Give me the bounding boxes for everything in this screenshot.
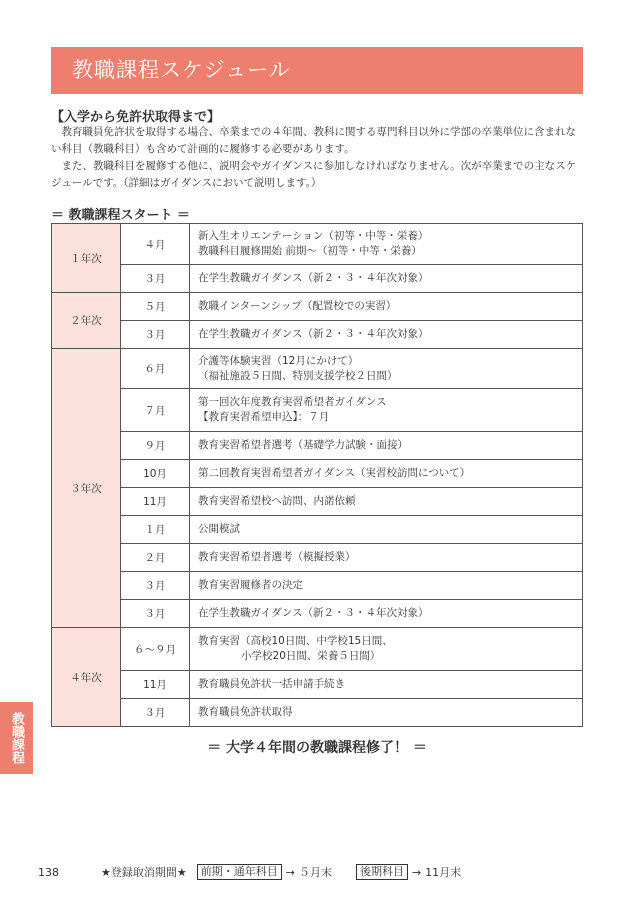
event-cell: 第二回教育実習希望者ガイダンス（実習校訪問について）	[190, 460, 583, 488]
first-deadline: ５月末	[298, 866, 332, 879]
table-row	[52, 488, 583, 516]
table-row	[52, 349, 583, 389]
month-cell: ５月	[121, 293, 190, 321]
table-row	[52, 544, 583, 572]
table-row	[52, 671, 583, 699]
event-line: 教育実習（高校10日間、中学校15日間、	[198, 635, 393, 647]
month-cell: 10月	[121, 460, 190, 488]
withdrawal-period-label: ★登録取消期間★	[101, 866, 187, 879]
month-cell: ３月	[121, 265, 190, 293]
event-cell: 在学生教職ガイダンス（新２・３・４年次対象）	[190, 600, 583, 628]
event-cell: 在学生教職ガイダンス（新２・３・４年次対象）	[190, 265, 583, 293]
event-cell	[190, 628, 583, 671]
month-cell: １月	[121, 516, 190, 544]
year-label: ２年次	[52, 293, 121, 349]
event-cell: 教職インターンシップ（配置校での実習）	[190, 293, 583, 321]
event-cell: 教育実習履修者の決定	[190, 572, 583, 600]
second-semester-box: 後期科目	[356, 864, 408, 880]
month-cell: ６〜９月	[121, 628, 190, 671]
month-cell: ４月	[121, 224, 190, 265]
event-cell	[190, 224, 583, 265]
table-row	[52, 699, 583, 727]
month-cell: 11月	[121, 671, 190, 699]
month-cell: ９月	[121, 432, 190, 460]
event-line: （福祉施設５日間、特別支援学校２日間）	[198, 369, 398, 382]
month-cell: ２月	[121, 544, 190, 572]
event-cell: 教育実習希望者選考（模擬授業）	[190, 544, 583, 572]
event-cell: 教育職員免許状取得	[190, 699, 583, 727]
month-cell: ３月	[121, 572, 190, 600]
table-row	[52, 572, 583, 600]
event-cell: 教育実習希望者選考（基礎学力試験・面接）	[190, 432, 583, 460]
year-label: ３年次	[52, 349, 121, 628]
arrow-icon: →	[285, 865, 295, 879]
table-row	[52, 516, 583, 544]
table-row	[52, 389, 583, 432]
intro-paragraph-2: また、教職科目を履修する他に、説明会やガイダンスに参加しなければなりません。次が卒業までの主なスケジュールです。（詳細はガイダンスにおいて説明します。）	[51, 160, 577, 189]
chapter-side-tab: 教職課程	[0, 702, 33, 774]
month-cell: ３月	[121, 600, 190, 628]
month-cell: ３月	[121, 699, 190, 727]
event-cell: 教育職員免許状一括申請手続き	[190, 671, 583, 699]
event-cell: 教育実習希望校へ訪問、内諾依頼	[190, 488, 583, 516]
event-line: 新入生オリエンテーション（初等・中等・栄養）	[198, 230, 429, 242]
table-row	[52, 600, 583, 628]
page-footer	[38, 864, 461, 880]
page-number: 138	[38, 865, 59, 879]
first-semester-box: 前期・通年科目	[197, 864, 282, 880]
table-row	[52, 321, 583, 349]
event-line: 介護等体験実習（12月にかけて）	[198, 354, 359, 367]
table-row	[52, 460, 583, 488]
month-cell: ６月	[121, 349, 190, 389]
year-label: １年次	[52, 224, 121, 293]
event-line: 【教育実習希望申込】：７月	[198, 411, 330, 423]
table-row	[52, 628, 583, 671]
table-row	[52, 265, 583, 293]
month-cell: 11月	[121, 488, 190, 516]
month-cell: ３月	[121, 321, 190, 349]
second-deadline: 11月末	[425, 866, 462, 879]
event-cell	[190, 349, 583, 389]
event-line: 教職科目履修開始 前期〜（初等・中等・栄養）	[198, 245, 422, 257]
event-cell	[190, 389, 583, 432]
event-cell: 在学生教職ガイダンス（新２・３・４年次対象）	[190, 321, 583, 349]
arrow-icon: →	[411, 865, 422, 879]
completion-message: ＝ 大学４年間の教職課程修了！ ＝	[207, 740, 427, 756]
year-label: ４年次	[52, 628, 121, 727]
intro-paragraph-1: 教育職員免許状を取得する場合、卒業までの４年間、教科に関する専門科目以外に学部の卒業単位に含まれない科目（教職科目）も含めて計画的に履修する必要があります。	[51, 126, 576, 155]
intro-heading: 【入学から免許状取得まで】	[51, 110, 221, 125]
table-row	[52, 432, 583, 460]
schedule-table	[51, 223, 583, 727]
table-row	[52, 293, 583, 321]
event-cell: 公開模試	[190, 516, 583, 544]
section-title: ＝ 教職課程スタート ＝	[51, 208, 191, 223]
event-line: 第一回次年度教育実習希望者ガイダンス	[198, 396, 387, 408]
page-title-banner: 教職課程スケジュール	[51, 47, 583, 94]
month-cell: ７月	[121, 389, 190, 432]
table-row	[52, 224, 583, 265]
event-line: 小学校20日間、栄養５日間）	[241, 650, 381, 662]
